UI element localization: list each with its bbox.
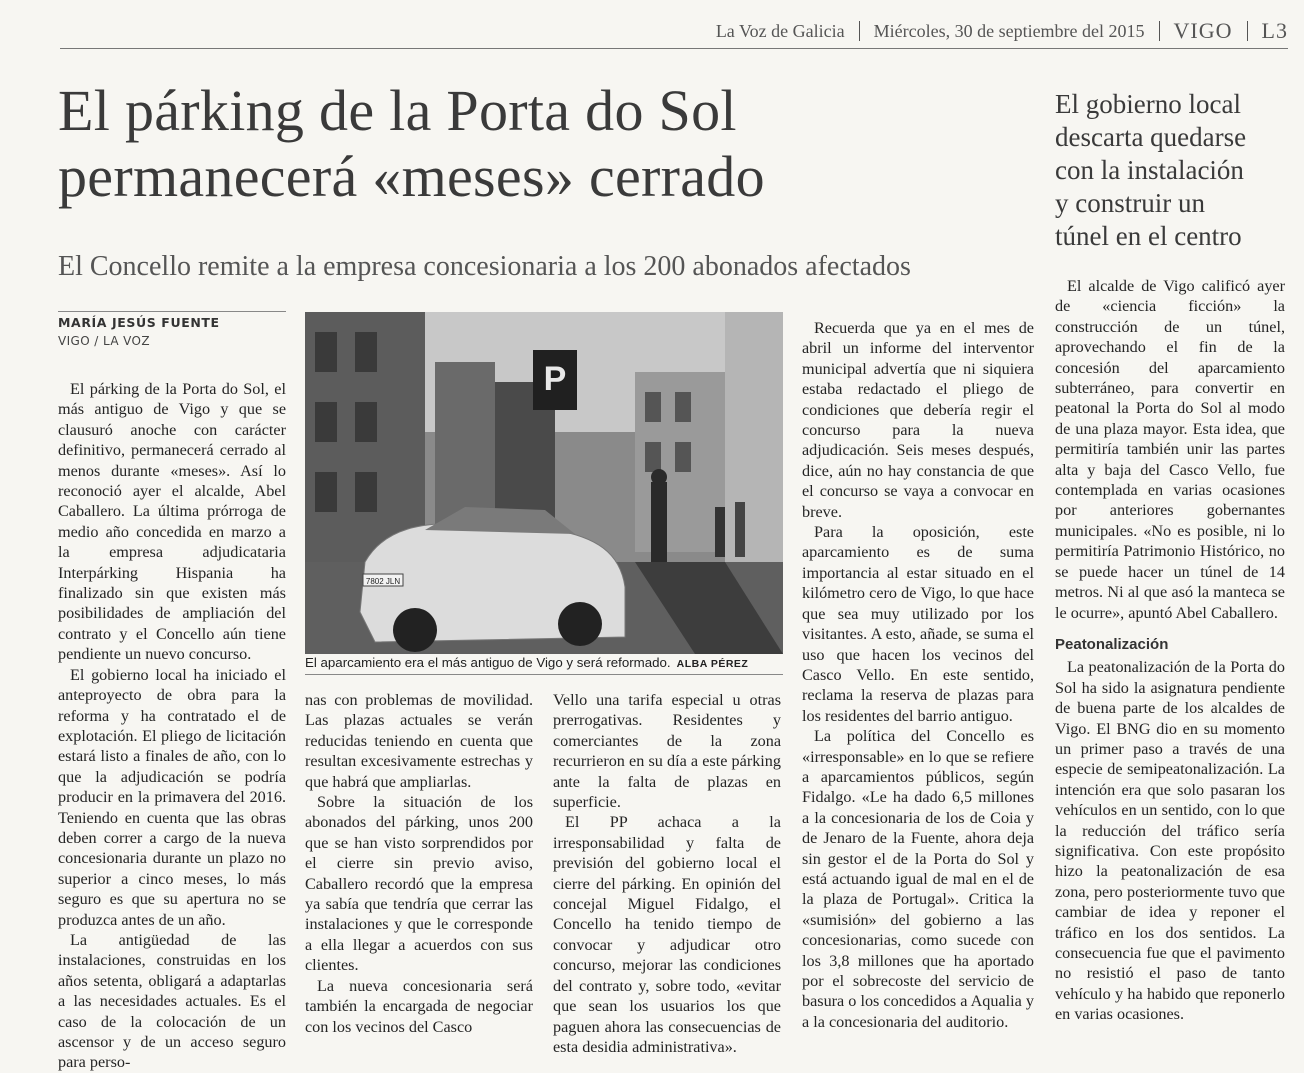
deck-line: El gobierno local — [1055, 89, 1241, 119]
article-photo — [305, 312, 783, 654]
paragraph: El PP achaca a la irresponsabilidad y falta de previsión del gobierno local el cierre del párking. En opinión del concejal Miguel Fidalgo, el Concello ha tenido tiempo de convocar y adjudicar otro concurso, mejorar las condiciones del contrato y, sobre todo, «evitar que sean los usuarios los que paguen ahora las consecuencias de esta desidia administrativa». — [553, 813, 781, 1056]
section-name: VIGO — [1173, 18, 1233, 43]
paragraph: El alcalde de Vigo calificó ayer de «ciencia ficción» la construcción de un túnel, aprovechando el fin de la concesión del aparcamiento subterráneo, para convertir en peatonal la Porta do Sol al modo de una plaza mayor. Esta idea, que permitiría también unir las partes alta y baja del Casco Vello, fue contemplada en varias ocasiones por anteriores gobernantes municipales. «No es posible, ni lo permitiría Patrimonio Histórico, no se puede hacer un túnel de 14 metros. Ni al que asó la manteca se le ocurre», apuntó Abel Caballero. — [1055, 277, 1285, 622]
subheadline: El Concello remite a la empresa concesionaria a los 200 abonados afectados — [58, 251, 911, 282]
headline-line: El párking de la Porta do Sol — [58, 78, 737, 143]
photo-credit: ALBA PÉREZ — [676, 658, 749, 670]
article-column-4 — [802, 318, 1034, 1032]
paragraph: La nueva concesionaria será también la encargada de negociar con los vecinos del Casco — [305, 976, 533, 1036]
caption-text: El aparcamiento era el más antiguo de Vigo y será reformado. — [305, 655, 671, 670]
paragraph: El gobierno local ha iniciado el anteproyecto de obra para la reforma y ha contratado el de explotación. El pliego de licitación estará listo a finales de año, con lo que la adjudicación se podría producir en la primavera del 2016. Teniendo en cuenta que las obras deben correr a cargo de la nueva concesionaria durante un plazo no superior a cinco meses, lo más seguro es que su apertura no se produzca antes de un año. — [58, 665, 286, 929]
header-divider — [859, 21, 860, 41]
section-subheading: Peatonalización — [1055, 635, 1169, 653]
paragraph: nas con problemas de movilidad. Las plazas actuales se verán reducidas teniendo en cuenta que resultan excesivamente estrechas y que habrá que ampliarlas. — [305, 691, 533, 791]
parking-sign: P — [543, 360, 567, 398]
byline-location: VIGO / LA VOZ — [58, 334, 151, 348]
paragraph: Recuerda que ya en el mes de abril un informe del interventor municipal advertía que ni siquiera estaba redactado el pliego de condiciones que debería regir el concurso para la nueva adjudicación. Seis meses después, dice, aún no hay constancia de que el concurso se vaya a convocar en breve. — [802, 319, 1034, 521]
article-column-2 — [305, 690, 533, 1037]
deck-line: descarta quedarse — [1055, 122, 1247, 152]
deck-line: con la instalación — [1055, 155, 1244, 185]
license-plate: 7802 JLN — [365, 577, 401, 586]
photo-caption — [305, 655, 783, 675]
page-header — [60, 14, 1288, 49]
header-divider — [1247, 21, 1248, 41]
paragraph: Para la oposición, este aparcamiento es de suma importancia al estar situado en el kilómetro cero de Vigo, lo que hace que sea muy utilizado por los visitantes. A esto, añade, se suma el uso que hacen los vecinos del Casco Vello. En este sentido, reclama la reserva de plazas para los residentes del barrio antiguo. — [802, 523, 1034, 725]
paragraph: El párking de la Porta do Sol, el más antiguo de Vigo y que se clausuró anoche con carácter definitivo, permanecerá cerrado al menos durante «meses». Así lo reconoció ayer el alcalde, Abel Caballero. La última prórroga de medio año concedida en marzo a la empresa adjudicataria Interpárking Hispania ha finalizado sin que existen más posibilidades de ampliación del contrato y el Concello aún tiene pendiente un nuevo concurso. — [58, 380, 286, 664]
article-column-3 — [553, 690, 781, 1057]
deck-line: túnel en el centro — [1055, 221, 1242, 251]
paragraph: La peatonalización de la Porta do Sol ha sido la asignatura pendiente de buena parte de los alcaldes de Vigo. El BNG dio en su momento un primer paso a través de una especie de semipeatonalización. La intención era que solo pasaran los vehículos en un sentido, con lo que la reducción del tráfico sería significativa. Con este propósito hizo la peatonalización de esa zona, pero posteriormente tuvo que cambiar de idea y reponer el tráfico en los dos sentidos. La consecuencia fue que el pavimento no resistió el paso de tanto vehículo y ha habido que reponerlo en varias ocasiones. — [1055, 658, 1285, 1024]
newspaper-name: La Voz de Galicia — [715, 20, 845, 41]
paragraph: Vello una tarifa especial u otras prerrogativas. Residentes y comerciantes de la zona recurrieron en su día a este párking ante la falta de plazas en superficie. — [553, 691, 781, 812]
paragraph: Sobre la situación de los abonados del párking, unos 200 que se han visto sorprendidos por el cierre sin previo aviso, Caballero recordó que la empresa ya sabía que tendría que cerrar las instalaciones y que le corresponde a ella llegar a acuerdos con sus clientes. — [305, 793, 533, 975]
article-column-1 — [58, 379, 286, 1073]
header-divider — [1159, 21, 1160, 41]
byline-rule — [58, 311, 286, 312]
street-scene-image — [305, 312, 783, 654]
headline-line: permanecerá «meses» cerrado — [58, 144, 765, 209]
issue-date: Miércoles, 30 de septiembre del 2015 — [873, 20, 1145, 41]
deck-line: y construir un — [1055, 188, 1205, 218]
deck — [1055, 88, 1295, 253]
paragraph: La antigüedad de las instalaciones, construidas en los años setenta, obligará a adaptarlas a las necesidades actuales. Es el caso de la colocación de un ascensor y de un acceso seguro para perso- — [58, 930, 286, 1072]
headline — [58, 78, 1038, 210]
byline-author: MARÍA JESÚS FUENTE — [58, 315, 220, 330]
paragraph: La política del Concello es «irresponsable» en lo que se refiere a aparcamientos públicos, según Fidalgo. «Le ha dado 6,5 millones a la concesionaria de los de Coia y de Jenaro de la Fuente, ahora deja sin gestor el de la Porta do Sol y está actuando igual de mal en el de la plaza de Portugal». Critica la «sumisión» del gobierno a las concesionarias, como sucede con los 3,8 millones que ha aportado por el sobrecoste del servicio de basura o los concedidos a Aqualia y a la concesionaria del auditorio. — [802, 727, 1034, 1031]
sidebar-column — [1055, 276, 1285, 1025]
page-number: L3 — [1261, 18, 1288, 43]
